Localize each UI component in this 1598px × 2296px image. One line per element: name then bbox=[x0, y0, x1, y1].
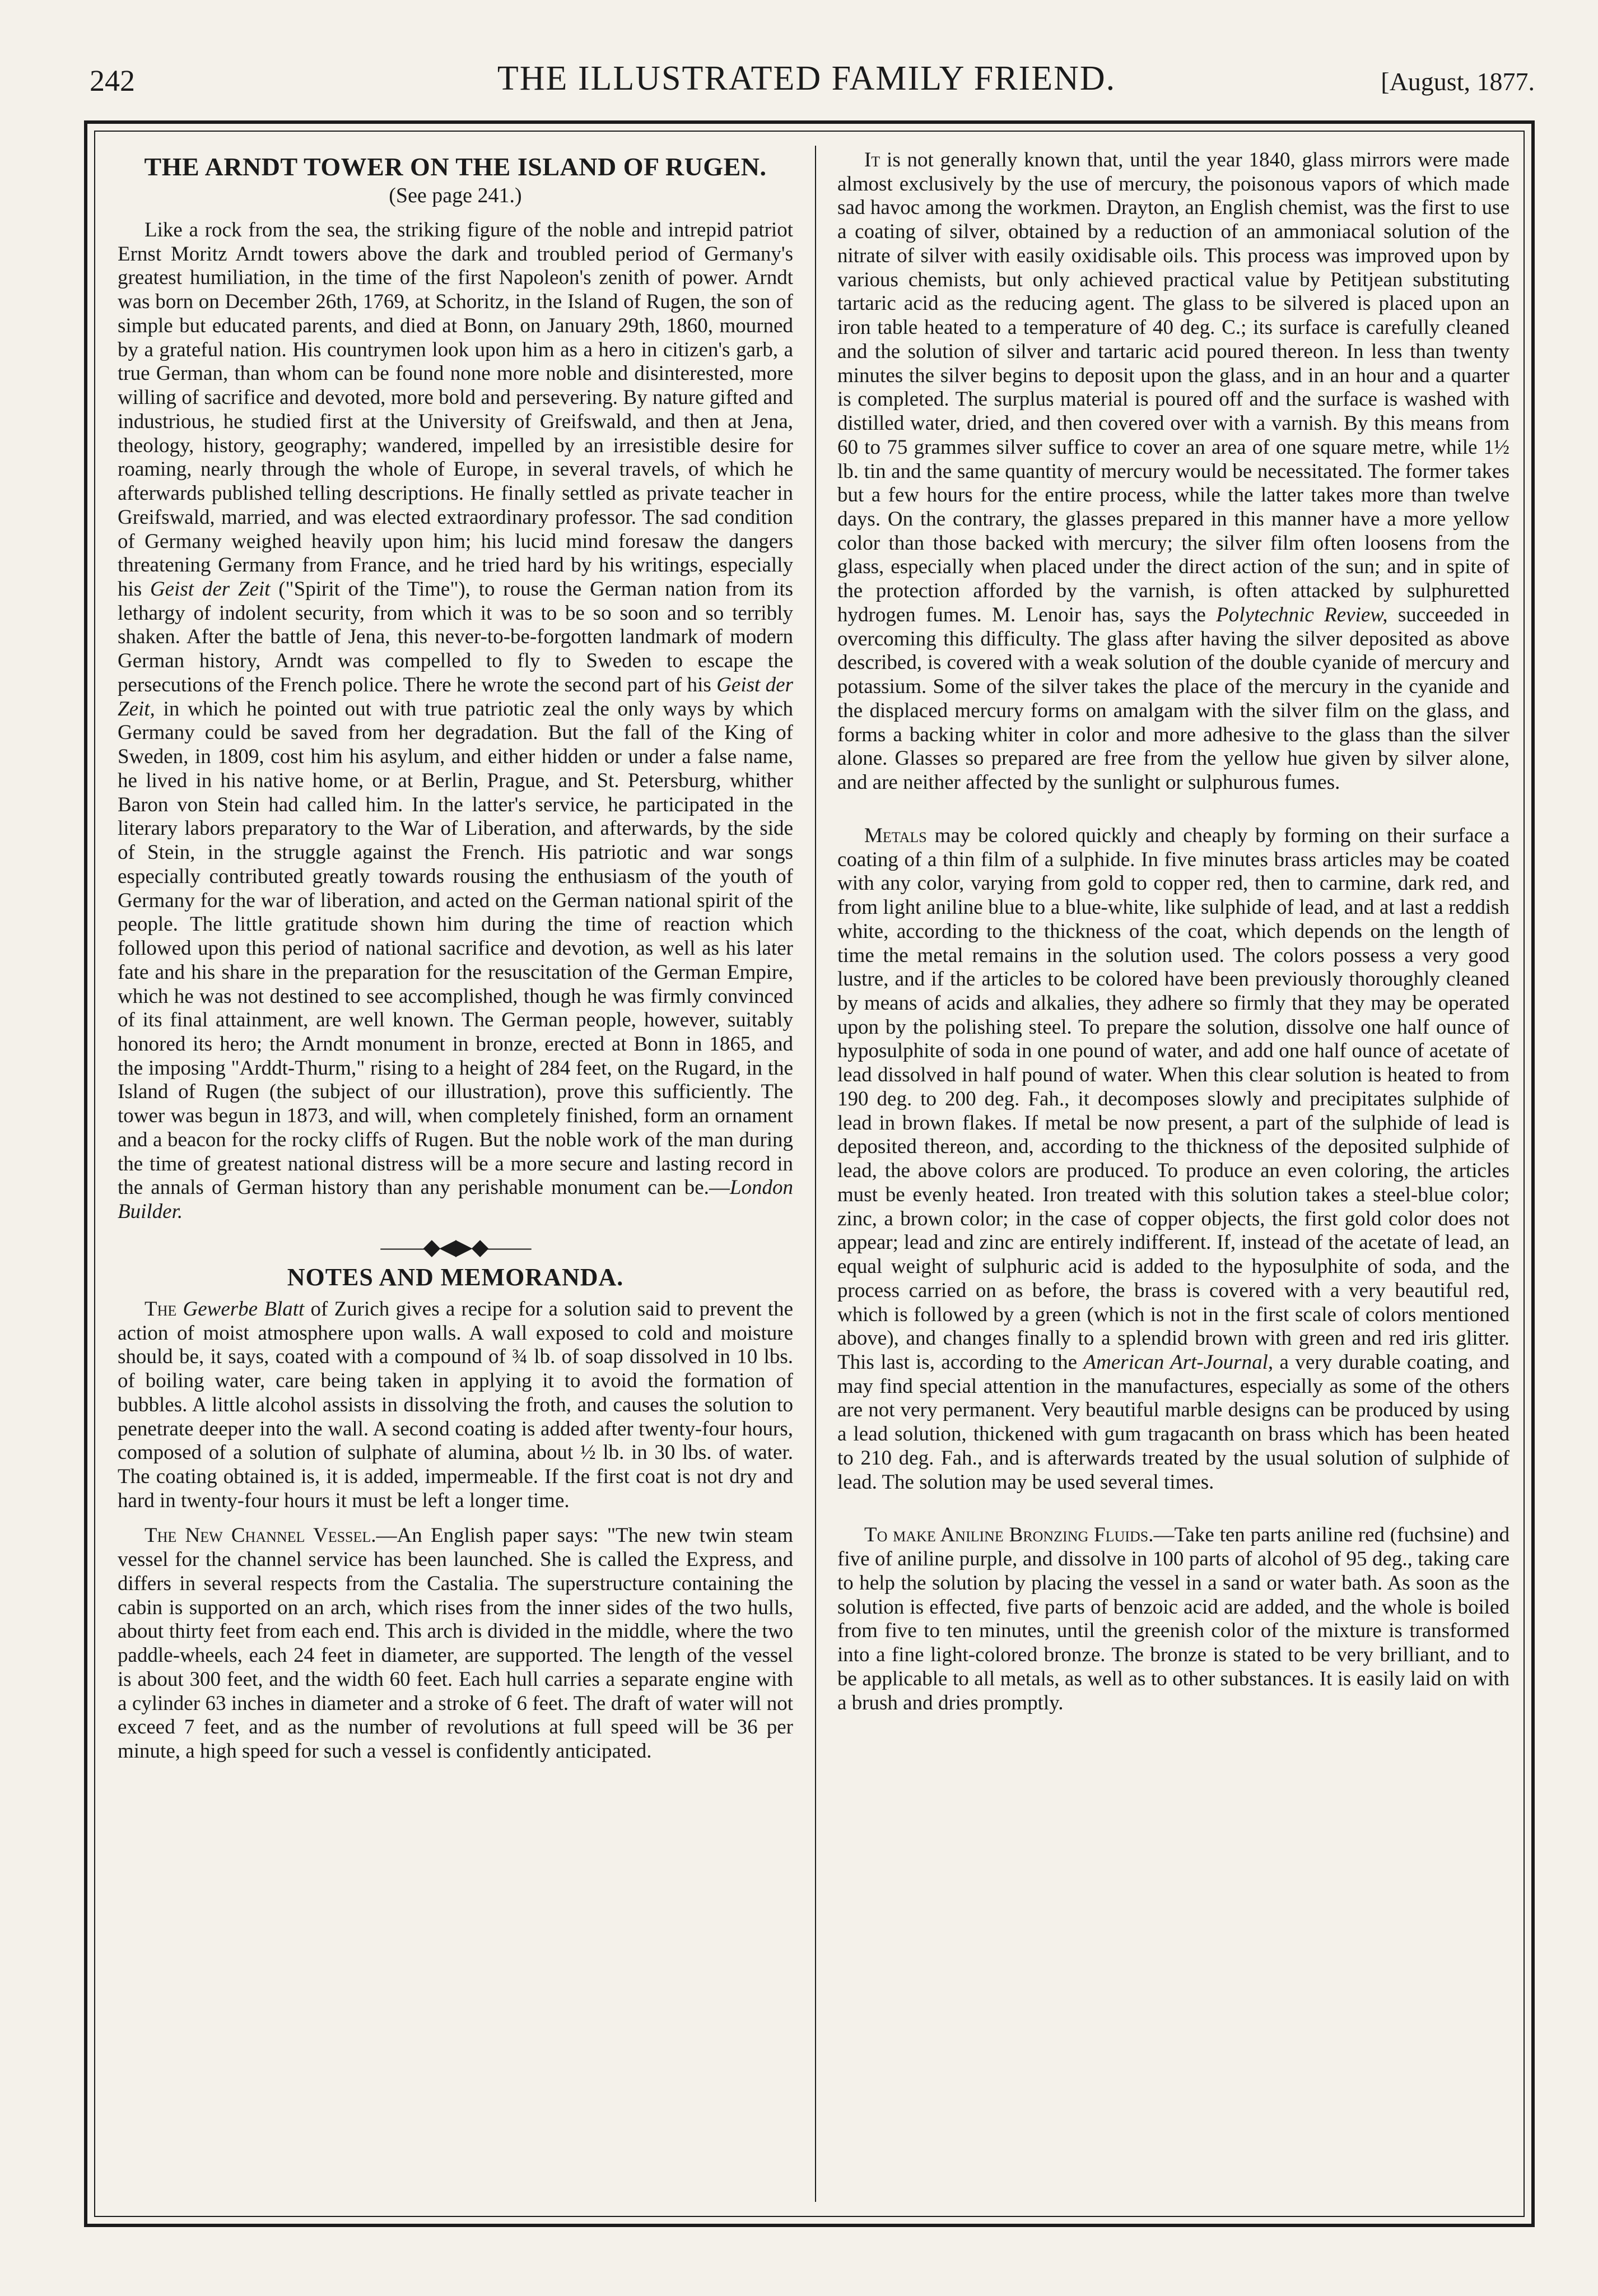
article-gap bbox=[837, 1494, 1510, 1523]
mirror-body-2: succeeded in overcoming this difficulty. The glass after having the silver deposited as above described, is covered with a weak solution of the double cyanide of mercury and potassium. Some of the silver takes the place of the mercury in the cyanide and the displaced mercury forms on amalgam with the silver film on the glass, and forms a backing whiter in color and more adhesive to the glass than the silver alone. Glasses so prepared are free from the yellow hue given by silver alone, and are neither affected by the sunlight or sulphurous fumes. bbox=[837, 603, 1510, 794]
ornament-divider: ——◆◀▶◆—— bbox=[380, 1234, 530, 1259]
mirror-body: is not generally known that, until the year 1840, glass mirrors were made almost exclusively by the use of mercury, the poisonous vapors of which made sad havoc among the workmen. Drayton, an English chemist, was the first to use a coating of silver, obtained by a reduction of an ammoniacal solution of the nitrate of silver with easily oxidisable oils. This process was improved upon by various chemists, but only achieved practical value by Petitjean substituting tartaric acid as the reducing agent. The glass to be silvered is placed upon an iron table heated to a temperature of 40 deg. C.; its surface is carefully cleaned and the solution of silver and tartaric acid poured thereon. In less than twenty minutes the silver begins to deposit upon the glass, and in an hour and a quarter is completed. The surplus material is poured off and the surface is washed with distilled water, dried, and then covered over with a varnish. By this means from 60 to 75 grammes silver suffice to cover an area of one square metre, while 1½ lb. tin and the same quantity of mercury would be necessitated. The former takes but a few hours for the entire process, while the latter takes more than twelve days. On the contrary, the glasses prepared in this manner have a more yellow color than those backed with mercury; the silver film often loosens from the glass, especially when placed under the direct action of the sun; and in spite of the protection afforded by the varnish, is often attacked by sulphuretted hydrogen fumes. M. Lenoir has, says the bbox=[837, 148, 1510, 626]
metals-body-2: a very durable coating, and may find special attention in the manufactures, especially as some of the others are not very permanent. Very beautiful marble designs can be produced by using a lead solution, thickened with gum tragacanth on brass which has been heated to 210 deg. Fah., and is afterwards treated by the usual solution of sulphide of lead. The solution may be used several times. bbox=[837, 1350, 1510, 1494]
note1-lead: The bbox=[145, 1297, 177, 1321]
note1-italic: Gewerbe Blatt bbox=[183, 1297, 305, 1321]
note1-body: of Zurich gives a recipe for a solution said to prevent the action of moist atmosphere upon walls. A wall exposed to cold and moisture should be, it says, coated with a compound of ¾ lb. of soap dissolved in 10 lbs. of boiling water, care being taken in applying it to avoid the formation of bubbles. A little alcohol assists in dissolving the froth, and causes the solution to penetrate deeper into the wall. A second coating is added after twenty-four hours, composed of a solution of sulphate of alumina, about ½ lb. in 30 lbs. of water. The coating obtained is, it is added, impermeable. If the first coat is not dry and hard in twenty-four hours it must be left a longer time. bbox=[118, 1297, 794, 1512]
see-page-reference: (See page 241.) bbox=[389, 184, 522, 208]
note2-lead: The New Channel Vessel. bbox=[145, 1524, 376, 1547]
column-divider bbox=[815, 146, 816, 2202]
arndt-text-3: in which he pointed out with true patriotic zeal the only ways by which Germany could be saved from her degradation. But the fall of the King of Sweden, in 1809, cost him his asylum, and either hidden or under a false name, he lived in his native home, or at Berlin, Prague, and St. Petersburg, whither Baron von Stein had called him. In the latter's service, he participated in the literary labors preparatory to the War of Liberation, and afterwards, by the side of Stein, in the struggle against the French. His patriotic and war songs especially contributed greatly towards rousing the enthusiasm of the youth of Germany for the war of liberation, and acted on the German national spirit of the people. The little gratitude shown him during the time of reaction which followed upon this period of national sacrifice and devotion, as well as his later fate and his share in the preparation for the resuscitation of the German Empire, which he was not destined to see accomplished, though he was firmly convinced of its final attainment, are well known. The German people, however, suitably honored its hero; the Arndt monument in bronze, erected at Bonn in 1865, and the imposing "Arddt-Thurm," rising to a height of 284 feet, on the Rugard, in the Island of Rugen (the subject of our illustration), prove this sufficiently. The tower was begun in 1873, and will, when completely finished, form an ornament and a beacon for the rocky cliffs of Rugen. But the noble work of the man during the time of greatest national distress will be a more secure and lasting record in the annals of German history than any perishable monument can be.— bbox=[118, 697, 793, 1200]
note2-body: —An English paper says: "The new twin steam vessel for the channel service has been launched. She is called the Express, and differs in several respects from the Castalia. The superstructure containing the cabin is supported on an arch, which rises from the inner sides of the two hulls, about thirty feet from each end. This arch is divided in the middle, where the two paddle-wheels, each 24 feet in diameter, are supported. The length of the vessel is about 300 feet, and the width 60 feet. Each hull carries a separate engine with a cylinder 63 inches in diameter and a stroke of 6 feet. The draft of water will not exceed 7 feet, and as the number of revolutions at full speed will be 36 per minute, a high speed for such a vessel is confidently anticipated. bbox=[118, 1524, 793, 1763]
mirror-article bbox=[837, 148, 1510, 795]
issue-date: [August, 1877. bbox=[1381, 67, 1535, 96]
metals-lead: Metals bbox=[864, 824, 927, 847]
aniline-body: —Take ten parts aniline red (fuchsine) and five of aniline purple, and dissolve in 100 parts of alcohol of 95 deg., taking care to help the solution by placing the vessel in a sand or water bath. As soon as the solution is effected, five parts of benzoic acid are added, and the whole is boiled from five to ten minutes, until the greenish color of the mixture is transformed into a fine light-colored bronze. The bronze is stated to be very brilliant, and to be applicable to all metals, as well as to other substances. It is easily laid on with a brush and dries promptly. bbox=[837, 1523, 1510, 1714]
page-frame-inner bbox=[94, 131, 1525, 2217]
metals-italic: American Art-Journal, bbox=[1083, 1350, 1274, 1374]
journal-title: THE ILLUSTRATED FAMILY FRIEND. bbox=[497, 59, 1116, 97]
running-head bbox=[73, 59, 1540, 104]
right-column bbox=[837, 148, 1510, 2199]
arndt-italic-1: Geist der Zeit bbox=[150, 578, 271, 601]
article-gap bbox=[837, 795, 1510, 824]
page-number: 242 bbox=[90, 64, 135, 97]
aniline-lead: To make Aniline Bronzing Fluids. bbox=[864, 1523, 1154, 1547]
mirror-lead: It bbox=[864, 148, 880, 171]
note-channel-vessel bbox=[118, 1524, 793, 1763]
left-column bbox=[118, 148, 793, 2199]
article-source: London Builder. bbox=[118, 1176, 793, 1224]
arndt-italic-2: Geist der Zeit, bbox=[118, 673, 793, 721]
page-frame bbox=[84, 120, 1535, 2227]
mirror-italic: Polytechnic Review, bbox=[1216, 603, 1388, 626]
metals-body: may be colored quickly and cheaply by forming on their surface a coating of a thin film of a sulphide. In five minutes brass articles may be coated with any color, varying from gold to copper red, then to carmine, dark red, and from light aniline blue to a blue-white, like sulphide of lead, and at last a reddish white, according to the thickness of the coat, which depends on the length of time the metal remains in the solution used. The colors possess a very good lustre, and if the articles to be colored have been previously thoroughly cleaned by means of acids and alkalies, they adhere so firmly that they may be operated upon by the polishing steel. To prepare the solution, dissolve one half ounce of hyposulphite of soda in one pound of water, and add one half ounce of acetate of lead dissolved in half pound of water. When this clear solution is heated to from 190 deg. to 200 deg. Fah., it decomposes slowly and precipitates sulphide of lead in brown flakes. If metal be now present, a part of the sulphide of lead is deposited thereon, and, according to the thickness of the deposited sulphide of lead, the above colors are produced. To produce an even coloring, the articles must be evenly heated. Iron treated with this solution takes a steel-blue color; zinc, a brown color; in the case of copper objects, the first gold color does not appear; lead and zinc are entirely indifferent. If, instead of the acetate of lead, an equal weight of sulphuric acid is added to the hyposulphite of soda, and the process carried on as before, the brass is covered with a very beautiful red, which is followed by a green (which is not in the first scale of colors mentioned above), and changes finally to a splendid brown with green and red iris glitter. This last is, according to the bbox=[837, 824, 1510, 1374]
note-gewerbe-blatt bbox=[118, 1298, 793, 1513]
notes-heading: NOTES AND MEMORANDA. bbox=[287, 1263, 624, 1291]
aniline-article bbox=[837, 1523, 1510, 1715]
arndt-text-1: Like a rock from the sea, the striking figure of the noble and intrepid patriot Ernst Moritz Arndt towers above the dark and troubled period of Germany's greatest humiliation, in the time of the first Napoleon's zenith of power. Arndt was born on December 26th, 1769, at Schoritz, in the Island of Rugen, the son of simple but educated parents, and died at Bonn, on January 29th, 1860, mourned by a grateful nation. His countrymen look upon him as a hero in citizen's garb, a true German, than whom can be found none more noble and disinterested, more willing of sacrifice and devoted, more bold and persevering. By nature gifted and industrious, he studied first at the University of Greifswald, and then at Jena, theology, history, geography; wandered, impelled by an irresistible desire for roaming, nearly through the whole of Europe, in several travels, of which he afterwards published telling descriptions. He finally settled as private teacher in Greifswald, married, and was elected extraordinary professor. The sad condition of Germany weighed heavily upon him; his lucid mind foresaw the dangers threatening Germany from France, and he tried hard by his writings, especially his bbox=[118, 219, 793, 601]
arndt-text-2: ("Spirit of the Time"), to rouse the German nation from its lethargy of indolent security, from which it was to be so soon and so terribly shaken. After the battle of Jena, this never-to-be-forgotten landmark of modern German history, Arndt was compelled to fly to Sweden to escape the persecutions of the French police. There he wrote the second part of his bbox=[118, 578, 793, 696]
arndt-article-body bbox=[118, 219, 793, 1224]
metals-article bbox=[837, 824, 1510, 1495]
article-heading: THE ARNDT TOWER ON THE ISLAND OF RUGEN. bbox=[144, 152, 767, 181]
